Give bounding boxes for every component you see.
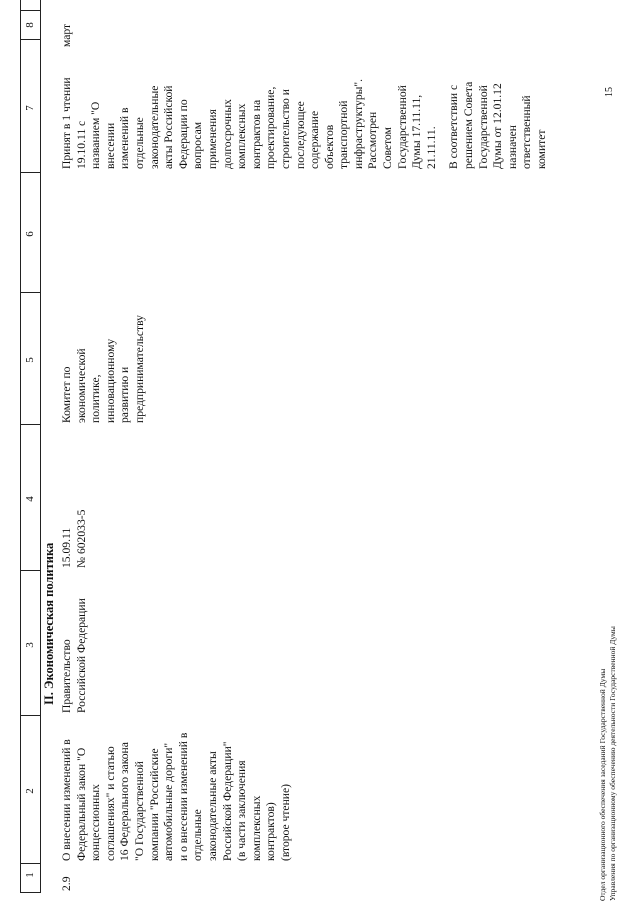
bill-title-line: отдельные [191,809,205,861]
bill-title-line: контрактов) [264,802,278,861]
committee-line: инновационному [103,338,117,423]
bill-title-line: Российской Федерации" [220,741,234,861]
bill-title-line: комплексных [249,795,263,861]
bill-title-line: соглашениях" и статью [103,746,117,861]
status-line: Федерации по [176,99,190,169]
bill-title-line: и о внесении изменений в [176,732,190,861]
status-line: долгосрочных [220,99,234,169]
bill-title-line: (второе чтение) [278,784,292,861]
status-line: содержание [308,110,322,169]
initiator-line: Правительство [60,639,73,713]
column-number-4: 4 [24,496,36,502]
col-divider-2 [20,715,40,716]
status-line: проектирование, [264,86,278,169]
status-line: Принят в 1 чтении [60,77,73,169]
bill-title-line: компании "Российские [147,748,161,861]
row-number: 2.9 [60,876,73,891]
bill-title-line: (в части заключения [235,760,249,861]
status-cell [60,77,550,169]
status-line: ответственный [520,95,534,169]
registration-cell [60,510,89,568]
status-line: акты Российской [162,85,176,169]
column-number-5: 5 [24,357,36,363]
footer-line: Управления по организационному обеспечению деятельности Государственной Думы [607,626,617,901]
header-bottom-border [40,0,41,893]
registration-date: 15.09.11 [60,527,73,568]
committee-line: экономической [74,348,88,423]
status-line: Рассмотрен [366,111,380,169]
status-line: назначен [505,125,519,169]
table-top-border [20,0,21,893]
bill-title-cell [60,733,294,861]
bill-title-line: концессионных [89,784,103,861]
status-line: строительство и [278,89,292,169]
status-line: названием "О [89,101,103,169]
status-line: Государственной [395,85,409,169]
status-line: комитет [535,129,548,169]
status-line: 21.11.11. [424,126,438,169]
status-line: инфраструктуры". [351,78,365,169]
status-line: транспортной [337,100,351,169]
status-line: законодательные [147,85,161,169]
status-line: объектов [322,124,336,169]
bill-title-line: Федеральный закон "О [74,747,88,861]
committee-line: Комитет по [60,366,73,423]
col-divider-6 [20,172,40,173]
bill-title-line: законодательные акты [205,751,219,861]
status-line: последующее [293,101,307,169]
footer-line: Отдел организационного обеспечения заседаний Государственной Думы [598,668,607,901]
section-title: II. Экономическая политика [42,542,56,705]
table-left-border [20,892,40,893]
status-line: вопросам [191,121,205,169]
initiator-cell [60,598,89,713]
status-line: изменений в [118,107,132,169]
status-line: контрактов на [249,99,263,169]
period-cell [60,24,75,47]
bill-title-line: автомобильные дороги" [162,742,176,861]
status-line: решением Совета [462,81,476,169]
bill-title-line: О внесении изменений в [60,739,73,861]
column-number-7: 7 [24,105,36,111]
page-number: 15 [604,87,615,97]
status-line-spacer [439,77,447,169]
footer [598,626,617,901]
bill-title-line: "О Государственной [132,761,146,861]
committee-cell [60,315,148,423]
column-number-3: 3 [24,642,36,648]
status-line: Думы 17.11.11, [410,94,424,169]
committee-line: развитию и [118,366,132,423]
col-divider-5 [20,292,40,293]
committee-line: политике, [89,374,103,423]
bill-title-line: 16 Федерального закона [118,742,132,861]
status-line: Думы от 12.01.12 [491,83,505,169]
col-divider-3 [20,570,40,571]
initiator-line: Российской Федерации [74,598,88,713]
status-line: комплексных [235,103,249,169]
status-line: 19.10.11 с [74,120,88,169]
registration-number: № 602033-5 [74,509,88,568]
column-number-8: 8 [24,22,36,28]
status-line: внесении [103,122,117,169]
status-line: Советом [381,127,395,169]
column-number-1: 1 [24,872,36,878]
committee-line: предпринимательству [132,315,146,423]
status-line: отдельные [132,117,146,169]
column-number-2: 2 [24,788,36,794]
status-line: применения [205,109,219,169]
col-divider-4 [20,424,40,425]
column-number-6: 6 [24,231,36,237]
period-value: март [60,23,73,47]
status-line: Государственной [476,85,490,169]
status-line: В соответствии с [447,84,461,169]
